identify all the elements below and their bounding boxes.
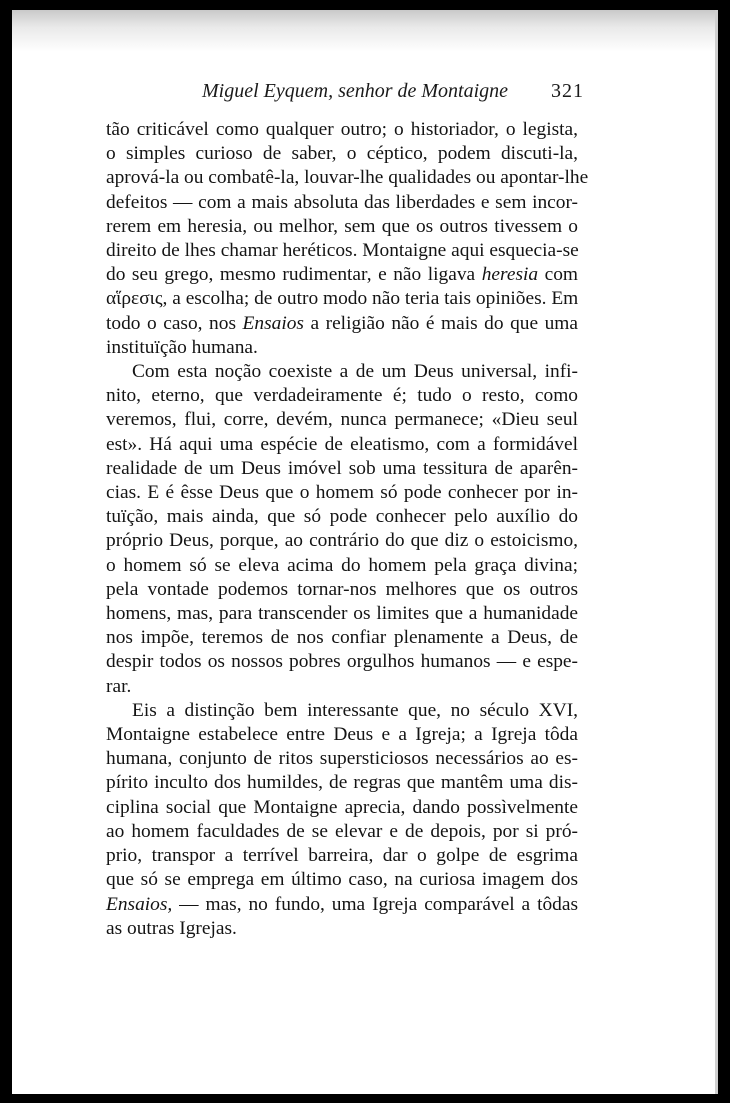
- text-line: [106, 820, 578, 844]
- text-run: o homem só se eleva acima do homem pela graça divina;: [106, 554, 578, 576]
- text-line: [106, 408, 578, 432]
- text-run: realidade de um Deus imóvel sob uma tessitura de aparên-: [106, 457, 578, 479]
- text-run: direito de lhes chamar heréticos. Montaigne aqui esquecia-se: [106, 240, 579, 262]
- paragraph: [106, 699, 578, 941]
- text-run: ciplina social que Montaigne aprecia, dando possìvelmente: [106, 796, 578, 818]
- text-line: [106, 626, 578, 650]
- text-run: do seu grego, mesmo rudimentar, e não ligava: [106, 264, 482, 286]
- text-line: [106, 384, 578, 408]
- text-run: veremos, flui, corre, devém, nunca permanece; «Dieu seul: [106, 409, 578, 431]
- text-line: [106, 675, 578, 699]
- text-run: tuïção, mais ainda, que só pode conhecer pelo auxílio do: [106, 506, 578, 528]
- text-run: nito, eterno, que verdadeiramente é; tudo o resto, como: [106, 385, 578, 407]
- text-line: [106, 917, 578, 941]
- text-run: instituïção humana.: [106, 336, 258, 358]
- text-run: o simples curioso de saber, o céptico, podem discuti-la,: [106, 143, 578, 165]
- text-line: [106, 868, 578, 892]
- text-line: [106, 118, 578, 142]
- text-line: [106, 893, 578, 917]
- text-line: [106, 336, 578, 360]
- page-number: 321: [551, 80, 584, 102]
- scan-shadow: [12, 10, 718, 52]
- text-line: [106, 215, 578, 239]
- running-title: Miguel Eyquem, senhor de Montaigne: [202, 80, 509, 102]
- text-line: [106, 723, 578, 747]
- text-line: [106, 578, 578, 602]
- text-run: todo o caso, nos: [106, 312, 243, 334]
- text-run: rar.: [106, 675, 132, 697]
- text-run: nos impõe, teremos de nos confiar plenamente a Deus, de: [106, 627, 578, 649]
- text-line: [106, 239, 578, 263]
- book-page: [12, 10, 718, 1094]
- text-run: aprová-la ou combatê-la, louvar-lhe qualidades ou apontar-lhe: [106, 167, 589, 189]
- text-run: a religião não é mais do que uma: [303, 312, 578, 334]
- text-run: est». Há aqui uma espécie de eleatismo, com a formidável: [106, 433, 578, 455]
- italic-text: heresia: [481, 264, 539, 286]
- text-line: [106, 650, 578, 674]
- text-line: [106, 554, 578, 578]
- text-line: [106, 505, 578, 529]
- text-line: [106, 142, 578, 166]
- running-header: [106, 76, 584, 108]
- text-run: Com esta noção coexiste a de um Deus universal, infi-: [132, 361, 578, 383]
- text-line: [106, 481, 578, 505]
- text-run: defeitos — com a mais absoluta das liberdades e sem incor-: [106, 191, 578, 213]
- italic-text: Ensaios: [242, 312, 304, 334]
- text-run: próprio Deus, porque, ao contrário do que diz o estoicismo,: [106, 530, 578, 552]
- body-text: [106, 118, 589, 941]
- text-run: ao homem faculdades de se elevar e de depois, por si pró-: [106, 820, 578, 842]
- text-line: [106, 287, 578, 311]
- text-line: [106, 457, 578, 481]
- text-run: cias. E é êsse Deus que o homem só pode conhecer por in-: [106, 482, 578, 504]
- text-run: αἵρεσις, a escolha; de outro modo não teria tais opiniões. Em: [106, 288, 579, 310]
- text-run: — mas, no fundo, uma Igreja comparável a tôdas: [172, 893, 578, 915]
- text-run: humana, conjunto de ritos supersticiosos necessários ao es-: [106, 748, 578, 770]
- paragraph: [106, 360, 578, 699]
- text-run: pela vontade podemos tornar-nos melhores que os outros: [106, 578, 578, 600]
- text-line: [106, 844, 578, 868]
- text-line: [106, 747, 578, 771]
- text-run: Montaigne estabelece entre Deus e a Igreja; a Igreja tôda: [106, 724, 578, 746]
- text-run: prio, transpor a terrível barreira, dar o golpe de esgrima: [106, 845, 578, 867]
- text-line: [106, 699, 578, 723]
- text-line: [106, 360, 578, 384]
- text-run: Eis a distinção bem interessante que, no século XVI,: [132, 699, 578, 721]
- page-edge: [715, 10, 718, 1094]
- text-run: as outras Igrejas.: [106, 917, 237, 939]
- text-run: pírito inculto dos humildes, de regras que mantêm uma dis-: [106, 772, 578, 794]
- text-run: que só se emprega em último caso, na curiosa imagem dos: [106, 869, 578, 891]
- text-line: [106, 191, 578, 215]
- italic-text: Ensaios,: [106, 893, 173, 915]
- text-line: [106, 433, 578, 457]
- text-line: [106, 602, 578, 626]
- text-line: [106, 263, 578, 287]
- text-line: [106, 166, 589, 190]
- text-run: rerem em heresia, ou melhor, sem que os outros tivessem o: [106, 215, 578, 237]
- text-run: homens, mas, para transcender os limites que a humanidade: [106, 603, 578, 625]
- text-run: despir todos os nossos pobres orgulhos humanos — e espe-: [106, 651, 578, 673]
- text-line: [106, 312, 578, 336]
- text-line: [106, 529, 578, 553]
- paragraph: [106, 118, 589, 360]
- text-line: [106, 796, 578, 820]
- text-line: [106, 771, 578, 795]
- text-run: com: [538, 264, 579, 286]
- text-run: tão criticável como qualquer outro; o historiador, o legista,: [106, 119, 578, 140]
